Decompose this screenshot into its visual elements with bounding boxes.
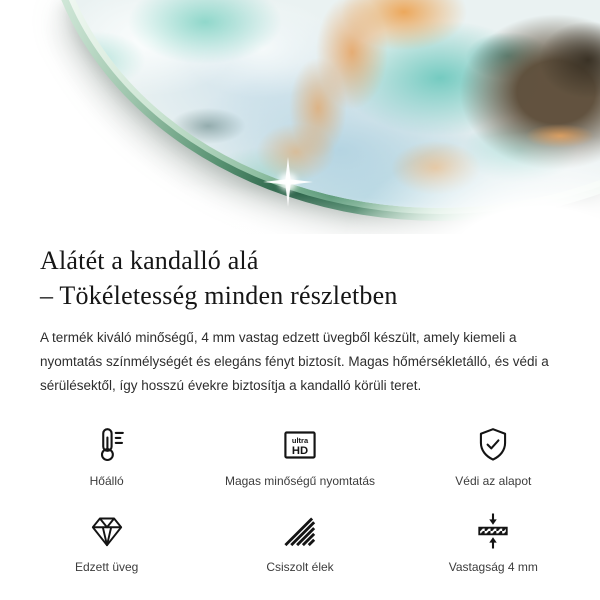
- feature-label: Csiszolt élek: [266, 560, 334, 574]
- feature-heat-resistant: [10, 425, 203, 488]
- feature-ultra-hd-print: [203, 425, 396, 488]
- feature-polished-edges: [203, 511, 396, 574]
- polished-edges-icon: [203, 511, 396, 551]
- sparkle-highlight-icon: [262, 156, 314, 208]
- ultra-hd-icon-text-bottom: HD: [291, 444, 309, 457]
- shield-check-icon: [397, 425, 590, 465]
- ultra-hd-icon: [203, 425, 396, 465]
- feature-thickness: [397, 511, 590, 574]
- feature-label: Vastagság 4 mm: [448, 560, 538, 574]
- page-title-line2: – Tökéletesség minden részletben: [40, 281, 398, 310]
- page-title-line1: Alátét a kandalló alá: [40, 246, 259, 275]
- feature-label: Védi az alapot: [455, 474, 532, 488]
- diamond-icon: [10, 511, 203, 551]
- thickness-icon: [397, 511, 590, 551]
- feature-label: Edzett üveg: [74, 560, 139, 574]
- page-title: [40, 243, 600, 313]
- ultra-hd-icon-text-top: ultra: [291, 435, 309, 445]
- feature-protects-base: [397, 425, 590, 488]
- feature-tempered-glass: [10, 511, 203, 574]
- product-hero-image: [0, 0, 600, 234]
- feature-label: Magas minőségű nyomtatás: [224, 474, 376, 488]
- feature-label: Hőálló: [89, 474, 124, 488]
- thermometer-icon: [10, 425, 203, 465]
- feature-grid: [10, 425, 590, 574]
- product-description: A termék kiváló minőségű, 4 mm vastag edzett üvegből készült, amely kiemeli a nyomtatás színmélységét és elegáns fényt biztosít. Magas hőmérsékletálló, és védi a sérülésektől, így hosszú évekre biztosítja a kandalló körüli teret.: [40, 330, 549, 393]
